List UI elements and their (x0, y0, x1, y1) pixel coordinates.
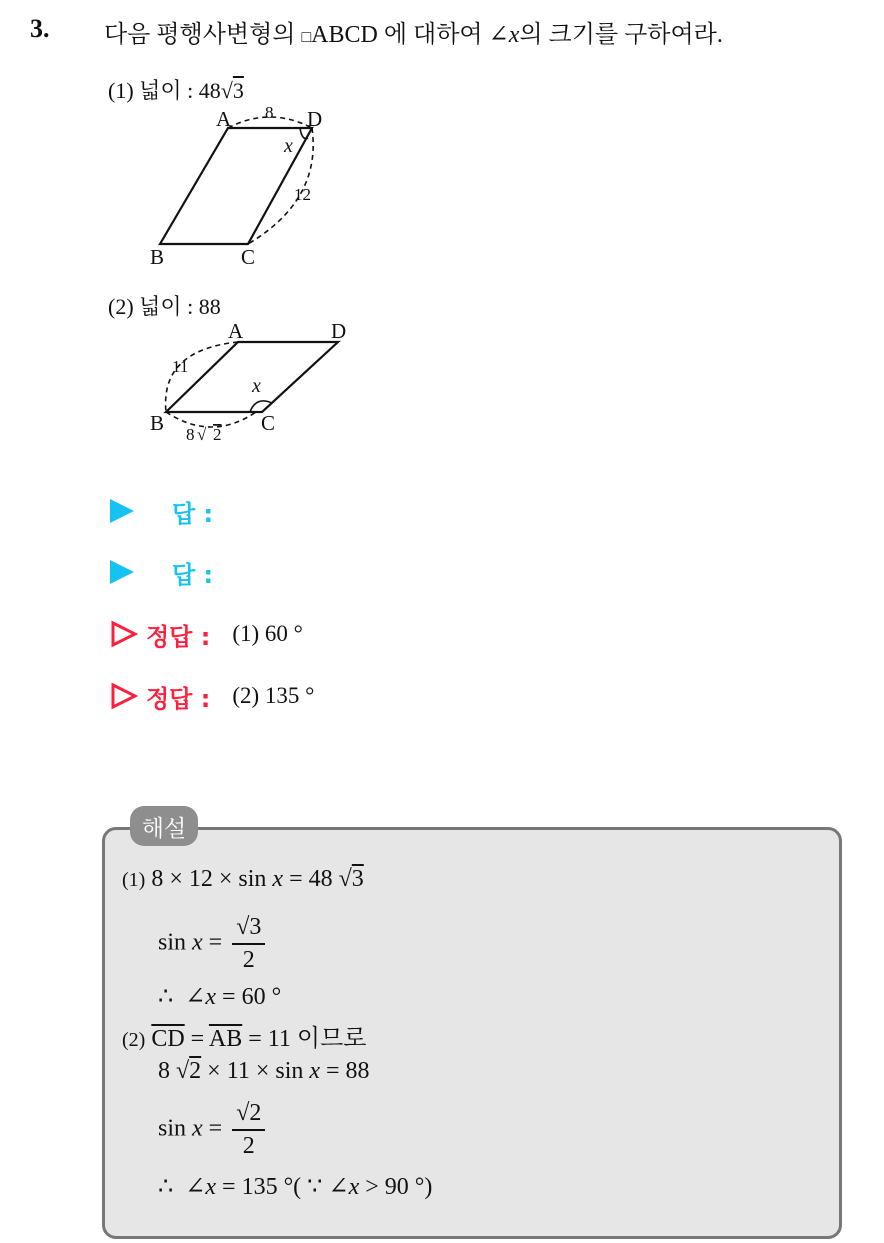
p2-vertex-a: A (228, 319, 244, 343)
answer-row-2 (110, 557, 213, 587)
solution-line-7: ∴ ∠x = 135 °( ∵ ∠x > 90 °) (158, 1174, 433, 1200)
p2-vertex-d: D (331, 319, 347, 343)
p2-side-bottom-value: 2 (213, 425, 222, 444)
correct-answer-label: 정답 : (146, 622, 211, 651)
solution-line-2: sin x = $\frac{√3}{2}$ (158, 914, 269, 974)
play-arrow-icon (110, 560, 134, 584)
p1-vertex-b: B (150, 245, 165, 269)
question-var-x: x (508, 22, 520, 48)
answer-blank-label: 답 : (172, 499, 214, 528)
part1-label: (1) (108, 78, 134, 103)
p2-angle-x: x (252, 375, 261, 397)
correct-answer-label: 정답 : (146, 684, 211, 713)
correct-answer-row-1 (110, 619, 303, 649)
part2-label: (2) (108, 294, 134, 319)
parallelogram-symbol: □ (301, 29, 312, 46)
p2-vertex-b: B (150, 411, 165, 435)
parallelogram-diagram-2 (0, 0, 884, 480)
solution-line-5: 8 √2 × 11 × sin x = 88 (158, 1058, 370, 1084)
outline-triangle-icon (110, 682, 138, 710)
outline-triangle-icon (110, 620, 138, 648)
solution-line-1: (1) 8 × 12 × sin x = 48 √3 (122, 866, 364, 892)
question-number: 3. (30, 14, 50, 43)
p1-angle-x: x (284, 135, 293, 157)
p2-vertex-c: C (261, 411, 276, 435)
part1-area-text: 넓이 : 48 (139, 78, 221, 103)
p2-side-left: 11 (172, 357, 189, 376)
p1-vertex-c: C (241, 245, 256, 269)
question-text-before: 다음 평행사변형의 (104, 22, 302, 48)
p2-side-bottom-coef: 8 (186, 425, 195, 444)
question-text-after: 의 크기를 구하여라. (519, 22, 723, 48)
part1-area-radical: √3 (220, 78, 244, 103)
correct-answer-2: (2) 135 ° (232, 683, 315, 708)
answer-row-1 (110, 496, 213, 526)
play-arrow-icon (110, 499, 134, 523)
p1-vertex-a: A (216, 107, 232, 131)
correct-answer-row-2 (110, 681, 314, 711)
p2-side-bottom-radical: √ (197, 425, 207, 444)
p1-side-top: 8 (265, 103, 274, 122)
solution-line-6: sin x = $\frac{√2}{2}$ (158, 1100, 269, 1160)
correct-answer-1: (1) 60 ° (232, 621, 303, 646)
question-text-mid: 에 대하여 (377, 22, 489, 48)
solution-line-3: ∴ ∠x = 60 ° (158, 984, 282, 1010)
answer-blank-label: 답 : (172, 560, 214, 589)
p1-side-right: 12 (294, 185, 311, 204)
part2-area-text: 넓이 : 88 (139, 294, 221, 319)
question-abcd: ABCD (311, 22, 378, 48)
solution-tab: 해설 (130, 806, 198, 846)
solution-line-4: (2) $\overline{CD} = \overline{AB} = 11$ 이므로 (122, 1026, 367, 1052)
angle-symbol: ∠ (488, 22, 509, 48)
p1-vertex-d: D (307, 107, 323, 131)
